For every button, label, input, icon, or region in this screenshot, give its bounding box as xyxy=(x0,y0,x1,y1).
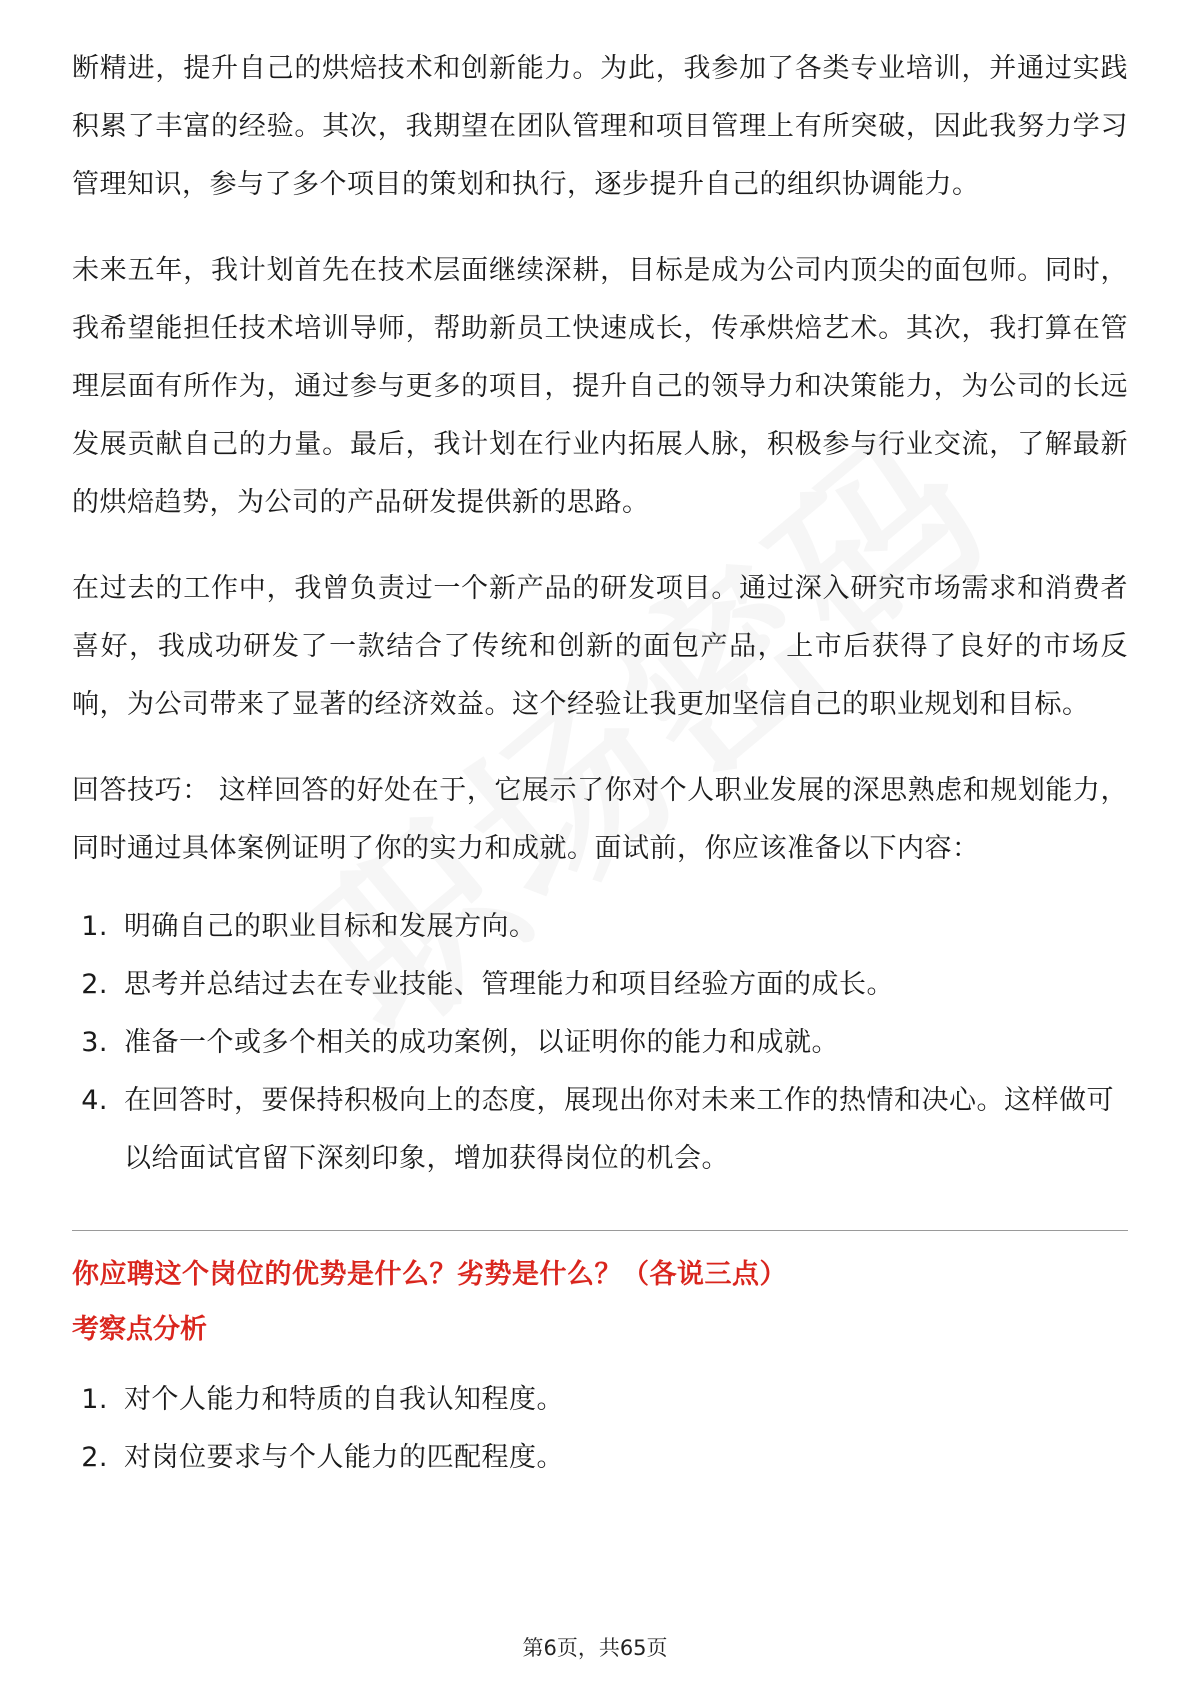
question-heading: 你应聘这个岗位的优势是什么？劣势是什么？（各说三点） xyxy=(72,1259,787,1290)
list-text: 思考并总结过去在专业技能、管理能力和项目经验方面的成长。 xyxy=(124,969,894,1000)
document-page xyxy=(72,40,1128,1487)
list-text: 准备一个或多个相关的成功案例，以证明你的能力和成就。 xyxy=(124,1027,839,1058)
list-number: 3. xyxy=(81,1027,108,1058)
answer-tips-paragraph: 回答技巧： 这样回答的好处在于，它展示了你对个人职业发展的深思熟虑和规划能力，同时通过具体案例证明了你的实力和成就。面试前，你应该准备以下内容： xyxy=(72,775,1128,864)
list-text: 对个人能力和特质的自我认知程度。 xyxy=(124,1384,564,1415)
list-item xyxy=(72,1371,1128,1429)
paragraph-1: 断精进，提升自己的烘焙技术和创新能力。为此，我参加了各类专业培训，并通过实践积累了丰富的经验。其次，我期望在团队管理和项目管理上有所突破，因此我努力学习管理知识，参与了多个项目的策划和执行，逐步提升自己的组织协调能力。 xyxy=(72,53,1128,200)
prep-list xyxy=(72,898,1128,1188)
list-number: 2. xyxy=(81,1442,108,1473)
list-number: 1. xyxy=(81,1384,108,1415)
list-item xyxy=(72,898,1128,956)
paragraph-2: 未来五年，我计划首先在技术层面继续深耕，目标是成为公司内顶尖的面包师。同时，我希望能担任技术培训导师，帮助新员工快速成长，传承烘焙艺术。其次，我打算在管理层面有所作为，通过参与更多的项目，提升自己的领导力和决策能力，为公司的长远发展贡献自己的力量。最后，我计划在行业内拓展人脉，积极参与行业交流，了解最新的烘焙趋势，为公司的产品研发提供新的思路。 xyxy=(72,255,1128,518)
list-item xyxy=(72,1429,1128,1487)
list-text: 明确自己的职业目标和发展方向。 xyxy=(124,911,537,942)
page-footer: 第6页，共65页 xyxy=(522,1636,668,1660)
list-item xyxy=(72,1072,1128,1188)
list-item xyxy=(72,1014,1128,1072)
list-number: 4. xyxy=(81,1085,108,1116)
list-text: 在回答时，要保持积极向上的态度，展现出你对未来工作的热情和决心。这样做可以给面试官留下深刻印象，增加获得岗位的机会。 xyxy=(124,1085,1114,1174)
analysis-heading: 考察点分析 xyxy=(72,1314,207,1345)
list-item xyxy=(72,956,1128,1014)
list-number: 1. xyxy=(81,911,108,942)
section-divider xyxy=(72,1230,1128,1231)
analysis-list xyxy=(72,1371,1128,1487)
paragraph-3: 在过去的工作中，我曾负责过一个新产品的研发项目。通过深入研究市场需求和消费者喜好，我成功研发了一款结合了传统和创新的面包产品，上市后获得了良好的市场反响，为公司带来了显著的经济效益。这个经验让我更加坚信自己的职业规划和目标。 xyxy=(72,573,1128,720)
list-number: 2. xyxy=(81,969,108,1000)
list-text: 对岗位要求与个人能力的匹配程度。 xyxy=(124,1442,564,1473)
